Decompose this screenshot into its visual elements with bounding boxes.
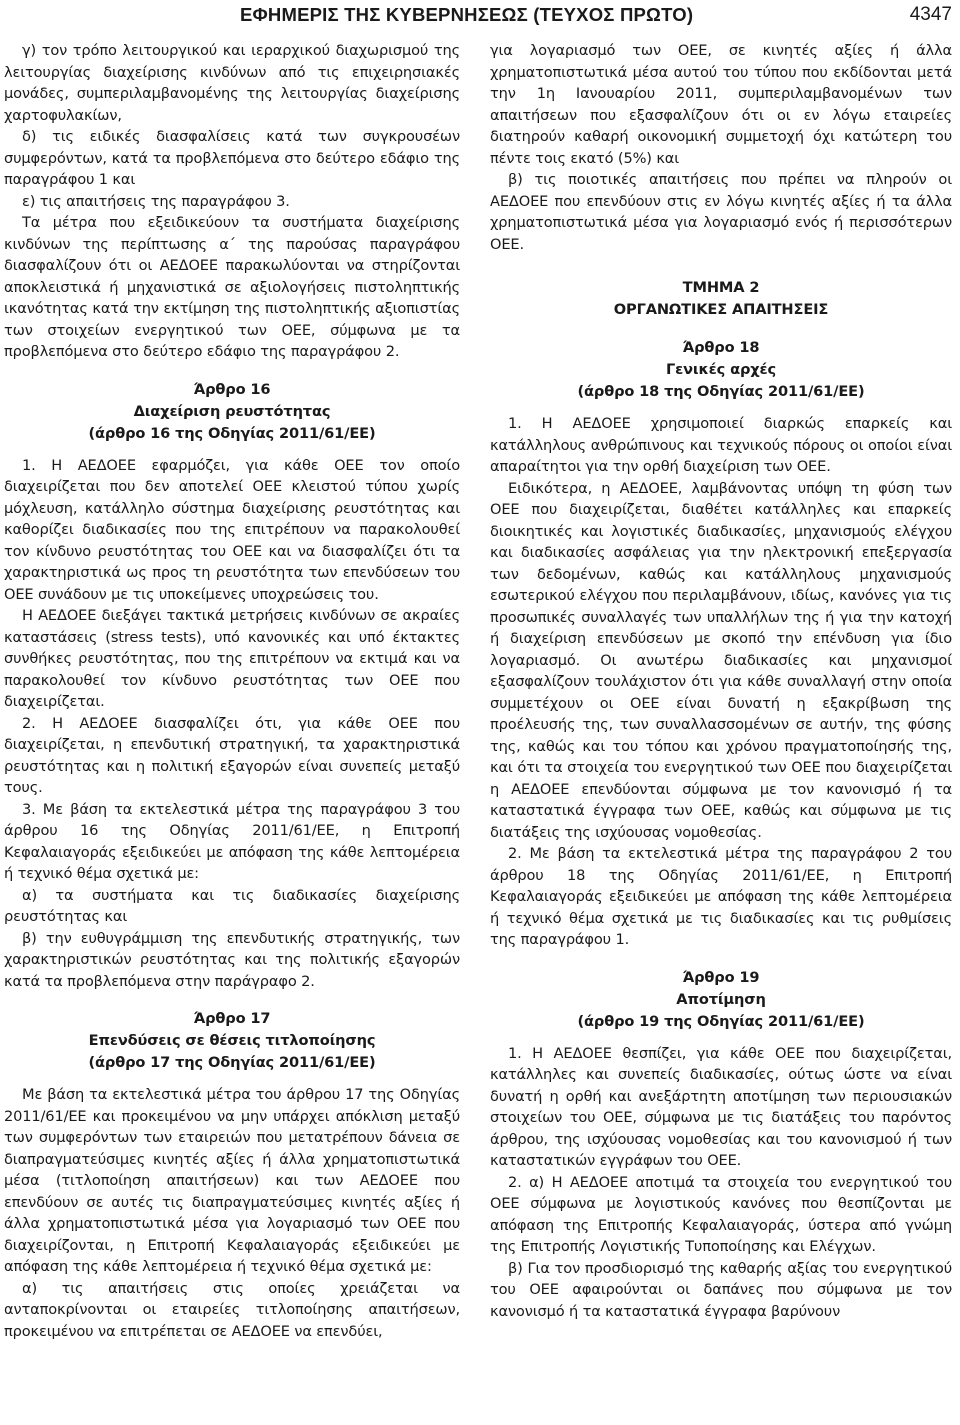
article-title: Γενικές αρχές bbox=[666, 361, 776, 378]
section-title: ΟΡΓΑΝΩΤΙΚΕΣ ΑΠΑΙΤΗΣΕΙΣ bbox=[613, 301, 829, 318]
paragraph: β) Για τον προσδιορισμό της καθαρής αξίας του ενεργητικού του ΟΕΕ αφαιρούνται οι δαπάνες που σύμφωνα με τον κανονισμό ή τα καταστατικά έγγραφα βαρύνουν bbox=[490, 1259, 952, 1320]
paragraph: 2. Η ΑΕΔΟΕΕ διασφαλίζει ότι, για κάθε ΟΕΕ που διαχειρίζεται, η επενδυτική στρατηγική, τα χαρακτηριστικά ρευστότητας και η πολιτική εξαγορών είναι συνεπείς μεταξύ τους. bbox=[4, 714, 460, 796]
article-reference: (άρθρο 16 της Οδηγίας 2011/61/ΕΕ) bbox=[88, 424, 376, 442]
article-16-heading bbox=[4, 379, 460, 445]
article-title: Επενδύσεις σε θέσεις τιτλοποίησης bbox=[88, 1032, 376, 1049]
paragraph: Ειδικότερα, η ΑΕΔΟΕΕ, λαμβάνοντας υπόψη τη φύση των ΟΕΕ που διαχειρίζεται, διαθέτει κατάλληλες και επαρκείς διοικητικές και λογιστικές διαδικασίες, μηχανισμούς ελέγχου και διαδικασίες ασφάλειας για την ηλεκτρονική επεξεργασία των δεδομένων, καθώς και κατάλληλους μηχανισμούς εσωτερικού ελέγχου που περιλαμβάνουν, ιδίως, κανόνες για τις προσωπικές συναλλαγές των υπαλλήλων της ή για την κατοχή ή διαχείριση επενδύσεων με σκοπό την επένδυση για ίδιο λογαριασμό. Οι ανωτέρω διαδικασίες και μηχανισμοί εξασφαλίζουν τουλάχιστον ότι για κάθε συναλλαγή στην οποία συμμετέχουν οι ΟΕΕ είναι δυνατή η εξακρίβωση της προέλευσής της, των συναλλασσομένων σε αυτήν, της φύσης της, καθώς και του τόπου και χρόνου πραγματοποίησής της, και ότι τα στοιχεία του ενεργητικού των ΟΕΕ που διαχειρίζεται η ΑΕΔΟΕΕ επενδύονται σύμφωνα με τον κανονισμό ή τα καταστατικά έγγραφα των ΟΕΕ, καθώς και σύμφωνα με τις διατάξεις της ισχύουσας νομοθεσίας. bbox=[490, 479, 952, 841]
article-number: Άρθρο 19 bbox=[682, 968, 760, 986]
paragraph: γ) τον τρόπο λειτουργικού και ιεραρχικού διαχωρισμού της λειτουργίας διαχείρισης κινδύνων από τις επιχειρησιακές μονάδες, συμπεριλαμβανομένης της λειτουργίας διαχείρισης χαρτοφυλακίων, bbox=[4, 42, 460, 124]
paragraph: Η ΑΕΔΟΕΕ διεξάγει τακτικά μετρήσεις κινδύνων σε ακραίες καταστάσεις (stress tests), υπό κανονικές και υπό έκτακτες συνθήκες ρευστότητας, που της επιτρέπουν να εκτιμά και να παρακολουθεί τον κίνδυνο ρευστότητας των ΟΕΕ που διαχειρίζεται. bbox=[4, 607, 460, 710]
article-17-heading bbox=[4, 1008, 460, 1074]
paragraph: β) την ευθυγράμμιση της επενδυτικής στρατηγικής, των χαρακτηριστικών ρευστότητας και της πολιτικής εξαγορών κατά τα προβλεπόμενα στην παράγραφο 2. bbox=[4, 929, 460, 990]
paragraph: 1. Η ΑΕΔΟΕΕ θεσπίζει, για κάθε ΟΕΕ που διαχειρίζεται, κατάλληλες και συνεπείς διαδικασίες, ούτως ώστε να είναι δυνατή η ορθή και ανεξάρτητη αποτίμηση των περιουσιακών στοιχείων του ΟΕΕ, σύμφωνα με τις διατάξεις του παρόντος άρθρου, της ισχύουσας νομοθεσίας και του κανονισμού ή των καταστατικών εγγράφων του ΟΕΕ. bbox=[490, 1044, 952, 1169]
article-number: Άρθρο 18 bbox=[682, 339, 760, 356]
article-reference: (άρθρο 19 της Οδηγίας 2011/61/ΕΕ) bbox=[577, 1012, 865, 1030]
section-heading bbox=[490, 277, 952, 321]
article-number: Άρθρο 17 bbox=[193, 1010, 271, 1027]
paragraph: 3. Με βάση τα εκτελεστικά μέτρα της παραγράφου 3 του άρθρου 16 της Οδηγίας 2011/61/ΕΕ, η Επιτροπή Κεφαλαιαγοράς εξειδικεύει με απόφαση της κάθε λεπτομέρεια ή τεχνικό θέμα σχετικά με: bbox=[4, 800, 460, 882]
paragraph: β) τις ποιοτικές απαιτήσεις που πρέπει να πληρούν οι ΑΕΔΟΕΕ που επενδύουν στις εν λόγω κινητές αξίες ή τα άλλα χρηματοπιστωτικά μέσα για λογαριασμό ενός ή περισσότερων ΟΕΕ. bbox=[490, 171, 952, 253]
article-reference: (άρθρο 18 της Οδηγίας 2011/61/ΕΕ) bbox=[577, 383, 865, 400]
paragraph: δ) τις ειδικές διασφαλίσεις κατά των συγκρουσέων συμφερόντων, κατά τα προβλεπόμενα στο δεύτερο εδάφιο της παραγράφου 1 και bbox=[4, 128, 460, 188]
page-number: 4347 bbox=[909, 4, 952, 25]
paragraph: για λογαριασμό των ΟΕΕ, σε κινητές αξίες ή άλλα χρηματοπιστωτικά μέσα αυτού του τύπου που εκδίδονται μετά την 1η Ιανουαρίου 2011, συμπεριλαμβανομένων των απαιτήσεων που εξασφαλίζουν ότι οι εν λόγω εταιρείες διατηρούν καθαρή οικονομική συμμετοχή όχι κατώτερη του πέντε τοις εκατό (5%) και bbox=[490, 42, 952, 167]
section-number: ΤΜΗΜΑ 2 bbox=[682, 279, 760, 296]
article-18-heading bbox=[490, 337, 952, 403]
right-column bbox=[490, 40, 952, 1322]
article-title: Αποτίμηση bbox=[676, 990, 766, 1008]
article-number: Άρθρο 16 bbox=[193, 380, 271, 398]
paragraph: α) τα συστήματα και τις διαδικασίες διαχείρισης ρευστότητας και bbox=[4, 886, 460, 925]
paragraph: α) τις απαιτήσεις στις οποίες χρειάζεται να ανταποκρίνονται οι εταιρείες τιτλοποίησης απαιτήσεων, προκειμένου να επιτρέπεται σε ΑΕΔΟΕΕ να επενδύει, bbox=[4, 1279, 460, 1340]
gazette-title: ΕΦΗΜΕΡΙΣ ΤΗΣ ΚΥΒΕΡΝΗΣΕΩΣ (ΤΕΥΧΟΣ ΠΡΩΤΟ) bbox=[240, 4, 694, 25]
paragraph: ε) τις απαιτήσεις της παραγράφου 3. bbox=[22, 192, 290, 210]
article-title: Διαχείριση ρευστότητας bbox=[133, 402, 331, 420]
paragraph: Τα μέτρα που εξειδικεύουν τα συστήματα διαχείρισης κινδύνων της περίπτωσης α΄ της παρούσας παραγράφου διασφαλίζουν ότι οι ΑΕΔΟΕΕ παρακωλύονται να στηρίζονται αποκλειστικά ή μηχανιστικά σε αξιολογήσεις πιστοληπτικής ικανότητας κατά την εκτίμηση της πιστοληπτικής αξιοπιστίας των στοιχείων ενεργητικού των ΟΕΕ, σύμφωνα με τα προβλεπόμενα στο δεύτερο εδάφιο της παραγράφου 2. bbox=[4, 214, 460, 360]
article-reference: (άρθρο 17 της Οδηγίας 2011/61/ΕΕ) bbox=[88, 1054, 376, 1071]
paragraph: 2. Με βάση τα εκτελεστικά μέτρα της παραγράφου 2 του άρθρου 18 της Οδηγίας 2011/61/ΕΕ, η Επιτροπή Κεφαλαιαγοράς εξειδικεύει με απόφαση της κάθε λεπτομέρεια ή τεχνικό θέμα σχετικά με τις διαδικασίες και τις ρυθμίσεις της παραγράφου 1. bbox=[490, 845, 952, 948]
paragraph: Με βάση τα εκτελεστικά μέτρα του άρθρου 17 της Οδηγίας 2011/61/ΕΕ και προκειμένου να μην υπάρχει απόκλιση μεταξύ των συμφερόντων των εταιρειών που μετατρέπουν δάνεια σε διαπραγματεύσιμες κινητές αξίες ή άλλα χρηματοπιστωτικά μέσα (τιτλοποίηση απαιτήσεων) και των ΑΕΔΟΕΕ που επενδύουν σε αυτές τις διαπραγματεύσιμες κινητές αξίες ή άλλα χρηματοπιστωτικά μέσα για λογαριασμό των ΟΕΕ που διαχειρίζονται, η Επιτροπή Κεφαλαιαγοράς εξειδικεύει με απόφαση της κάθε λεπτομέρεια ή τεχνικό θέμα σχετικά με: bbox=[4, 1086, 460, 1275]
page-header bbox=[0, 0, 960, 34]
paragraph: 1. Η ΑΕΔΟΕΕ εφαρμόζει, για κάθε ΟΕΕ τον οποίο διαχειρίζεται που δεν αποτελεί ΟΕΕ κλειστού τύπου χωρίς μόχλευση, κατάλληλο σύστημα διαχείρισης ρευστότητας και καθορίζει διαδικασίες που της επιτρέπουν να παρακολουθεί τον κίνδυνο ρευστότητας του ΟΕΕ και να διασφαλίζει ότι τα χαρακτηριστικά ως προς τη ρευστότητα των επενδύσεων του ΟΕΕ συνάδουν με τις υποκείμενες υποχρεώσεις του. bbox=[4, 456, 460, 603]
paragraph: 1. Η ΑΕΔΟΕΕ χρησιμοποιεί διαρκώς επαρκείς και κατάλληλους ανθρώπινους και τεχνικούς πόρους οι οποίοι είναι απαραίτητοι για την ορθή διαχείριση των ΟΕΕ. bbox=[490, 415, 952, 475]
paragraph: 2. α) Η ΑΕΔΟΕΕ αποτιμά τα στοιχεία του ενεργητικού του ΟΕΕ σύμφωνα με λογιστικούς κανόνες που θεσπίζονται με απόφαση της Επιτροπής Κεφαλαιαγοράς, ύστερα από γνώμη της Επιτροπής Λογιστικής Τυποποίησης και Ελέγχων. bbox=[490, 1173, 952, 1255]
left-column bbox=[4, 40, 460, 1342]
article-19-heading bbox=[490, 967, 952, 1033]
